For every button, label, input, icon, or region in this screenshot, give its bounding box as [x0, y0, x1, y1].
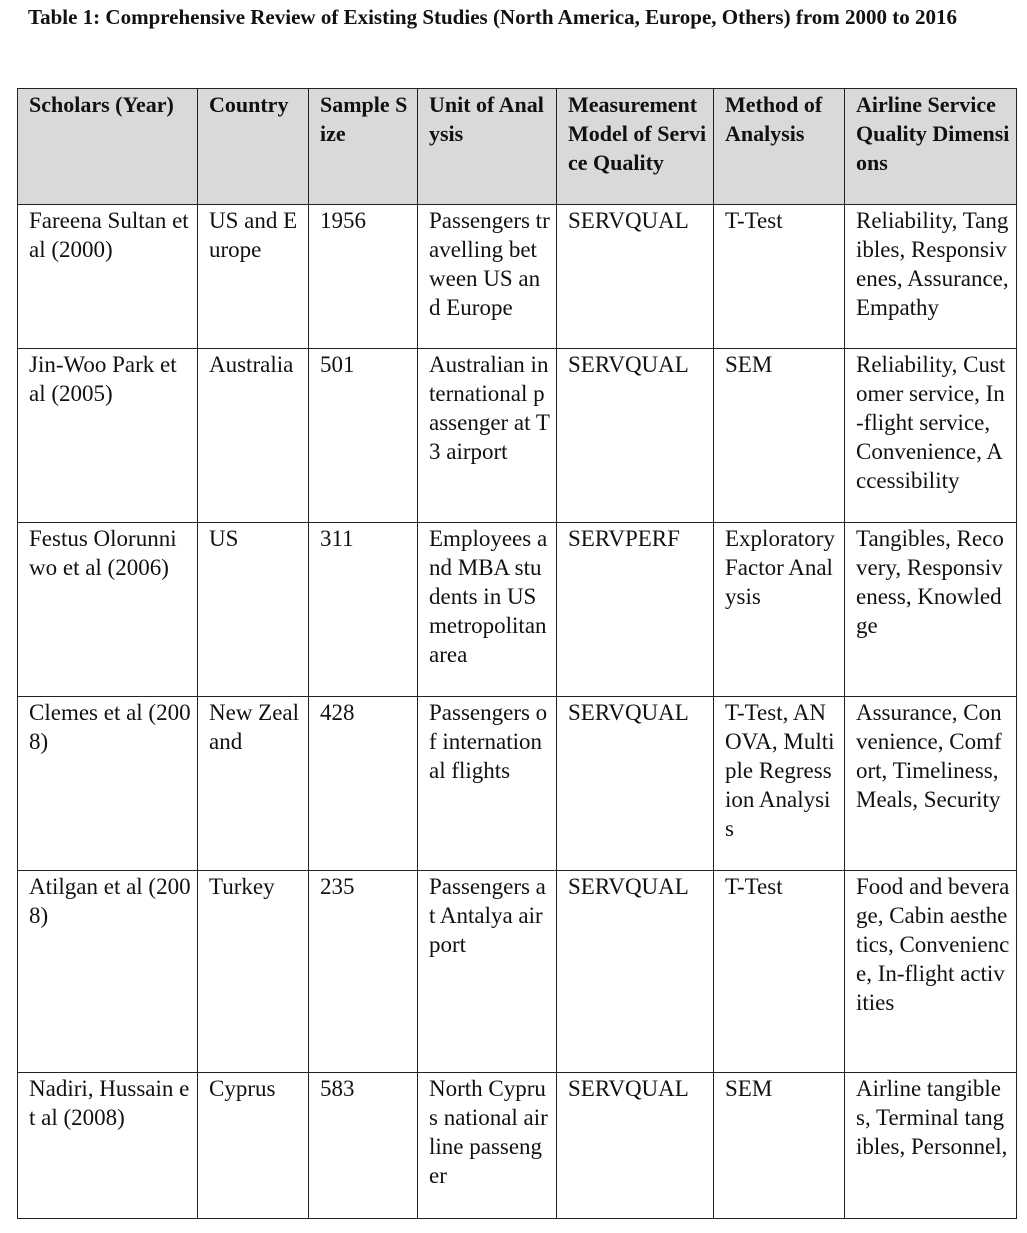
- cell-method-of-analysis: T-Test: [714, 871, 845, 1073]
- cell-scholars-year: Atilgan et al (2008): [18, 871, 198, 1073]
- header-scholars-year: Scholars (Year): [18, 89, 198, 205]
- cell-method-of-analysis: Exploratory Factor Analysis: [714, 523, 845, 697]
- cell-country: Turkey: [198, 871, 309, 1073]
- cell-country: US and Europe: [198, 205, 309, 349]
- cell-sample-size: 501: [309, 349, 418, 523]
- header-method-of-analysis: Method of Analysis: [714, 89, 845, 205]
- cell-measurement-model: SERVPERF: [557, 523, 714, 697]
- cell-dimensions: Reliability, Customer service, In-flight service, Convenience, Accessibility: [845, 349, 1017, 523]
- table-row: [18, 871, 1017, 1073]
- header-measurement-model: Measurement Model of Service Quality: [557, 89, 714, 205]
- cell-sample-size: 583: [309, 1073, 418, 1219]
- cell-unit-of-analysis: Passengers travelling between US and Europe: [418, 205, 557, 349]
- table-caption: Table 1: Comprehensive Review of Existing Studies (North America, Europe, Others) from 2000 to 2016: [28, 5, 958, 29]
- cell-sample-size: 311: [309, 523, 418, 697]
- cell-scholars-year: Jin-Woo Park et al (2005): [18, 349, 198, 523]
- cell-method-of-analysis: SEM: [714, 349, 845, 523]
- cell-scholars-year: Fareena Sultan et al (2000): [18, 205, 198, 349]
- cell-unit-of-analysis: Australian international passenger at T3 airport: [418, 349, 557, 523]
- cell-dimensions: Tangibles, Recovery, Responsiveness, Knowledge: [845, 523, 1017, 697]
- cell-dimensions: Airline tangibles, Terminal tangibles, Personnel,: [845, 1073, 1017, 1219]
- table-row: [18, 697, 1017, 871]
- cell-method-of-analysis: T-Test, ANOVA, Multiple Regression Analysis: [714, 697, 845, 871]
- header-country: Country: [198, 89, 309, 205]
- cell-measurement-model: SERVQUAL: [557, 349, 714, 523]
- cell-sample-size: 428: [309, 697, 418, 871]
- cell-dimensions: Assurance, Convenience, Comfort, Timeliness, Meals, Security: [845, 697, 1017, 871]
- studies-review-table: [17, 88, 1017, 1219]
- cell-dimensions: Food and beverage, Cabin aesthetics, Convenience, In-flight activities: [845, 871, 1017, 1073]
- cell-sample-size: 235: [309, 871, 418, 1073]
- cell-method-of-analysis: T-Test: [714, 205, 845, 349]
- table-row: [18, 349, 1017, 523]
- table-row: [18, 1073, 1017, 1219]
- cell-scholars-year: Nadiri, Hussain et al (2008): [18, 1073, 198, 1219]
- cell-country: Australia: [198, 349, 309, 523]
- cell-unit-of-analysis: Passengers of international flights: [418, 697, 557, 871]
- table-row: [18, 523, 1017, 697]
- cell-unit-of-analysis: Employees and MBA students in US metropolitan area: [418, 523, 557, 697]
- cell-unit-of-analysis: North Cyprus national airline passenger: [418, 1073, 557, 1219]
- cell-country: Cyprus: [198, 1073, 309, 1219]
- header-service-quality-dimensions: Airline Service Quality Dimensions: [845, 89, 1017, 205]
- cell-measurement-model: SERVQUAL: [557, 205, 714, 349]
- table-header-row: [18, 89, 1017, 205]
- cell-sample-size: 1956: [309, 205, 418, 349]
- cell-measurement-model: SERVQUAL: [557, 871, 714, 1073]
- cell-method-of-analysis: SEM: [714, 1073, 845, 1219]
- cell-dimensions: Reliability, Tangibles, Responsivenes, Assurance, Empathy: [845, 205, 1017, 349]
- header-unit-of-analysis: Unit of Analysis: [418, 89, 557, 205]
- header-sample-size: Sample Size: [309, 89, 418, 205]
- cell-country: New Zealand: [198, 697, 309, 871]
- table-row: [18, 205, 1017, 349]
- cell-measurement-model: SERVQUAL: [557, 697, 714, 871]
- cell-unit-of-analysis: Passengers at Antalya airport: [418, 871, 557, 1073]
- cell-scholars-year: Festus Olorunniwo et al (2006): [18, 523, 198, 697]
- cell-scholars-year: Clemes et al (2008): [18, 697, 198, 871]
- cell-country: US: [198, 523, 309, 697]
- cell-measurement-model: SERVQUAL: [557, 1073, 714, 1219]
